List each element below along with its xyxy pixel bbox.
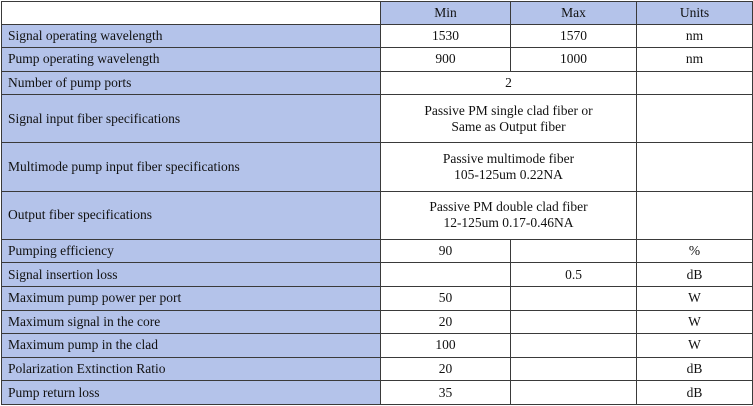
row-label: Signal insertion loss (2, 263, 381, 287)
row-max (511, 357, 637, 381)
row-max (511, 381, 637, 405)
table-row (2, 334, 753, 358)
row-max: 0.5 (511, 263, 637, 287)
row-max (511, 287, 637, 311)
row-units: % (637, 239, 753, 263)
header-blank-cell (2, 2, 381, 25)
row-min: 50 (381, 287, 511, 311)
row-value: 2 (381, 71, 637, 95)
row-label: Pump operating wavelength (2, 48, 381, 72)
row-units: dB (637, 357, 753, 381)
row-max: 1570 (511, 24, 637, 48)
table-row (2, 48, 753, 72)
row-min: 90 (381, 239, 511, 263)
row-label: Polarization Extinction Ratio (2, 357, 381, 381)
table-row (2, 310, 753, 334)
row-label: Maximum pump power per port (2, 287, 381, 311)
row-label: Signal operating wavelength (2, 24, 381, 48)
specifications-table (1, 1, 753, 405)
row-max (511, 334, 637, 358)
row-units (637, 71, 753, 95)
row-units (637, 191, 753, 239)
header-row (2, 2, 753, 25)
row-units: dB (637, 381, 753, 405)
row-units: W (637, 334, 753, 358)
row-value-line2: Same as Output fiber (451, 118, 566, 134)
row-min: 900 (381, 48, 511, 72)
row-units (637, 95, 753, 143)
row-min (381, 263, 511, 287)
table-row (2, 143, 753, 191)
row-min: 100 (381, 334, 511, 358)
row-value (381, 95, 637, 143)
table-row (2, 191, 753, 239)
row-label: Pumping efficiency (2, 239, 381, 263)
header-max: Max (511, 2, 637, 25)
row-label: Output fiber specifications (2, 191, 381, 239)
row-value-line1: Passive PM single clad fiber or (424, 102, 593, 118)
row-units: W (637, 287, 753, 311)
row-units (637, 143, 753, 191)
row-value-line1: Passive PM double clad fiber (429, 199, 588, 215)
row-max: 1000 (511, 48, 637, 72)
row-units: W (637, 310, 753, 334)
row-label: Multimode pump input fiber specifications (2, 143, 381, 191)
row-label: Signal input fiber specifications (2, 95, 381, 143)
row-units: nm (637, 48, 753, 72)
row-label: Maximum pump in the clad (2, 334, 381, 358)
header-min: Min (381, 2, 511, 25)
row-value-line2: 105-125um 0.22NA (454, 167, 563, 183)
row-label: Pump return loss (2, 381, 381, 405)
table-row (2, 239, 753, 263)
row-max (511, 239, 637, 263)
table-row (2, 71, 753, 95)
row-value (381, 191, 637, 239)
row-units: dB (637, 263, 753, 287)
table-row (2, 381, 753, 405)
row-min: 20 (381, 357, 511, 381)
row-label: Maximum signal in the core (2, 310, 381, 334)
row-value-line2: 12-125um 0.17-0.46NA (443, 215, 574, 231)
row-units: nm (637, 24, 753, 48)
row-value (381, 143, 637, 191)
header-units: Units (637, 2, 753, 25)
row-value-line1: Passive multimode fiber (442, 151, 575, 167)
row-label: Number of pump ports (2, 71, 381, 95)
row-max (511, 310, 637, 334)
row-min: 20 (381, 310, 511, 334)
row-min: 1530 (381, 24, 511, 48)
table-row (2, 263, 753, 287)
table-row (2, 357, 753, 381)
table-row (2, 287, 753, 311)
table-row (2, 95, 753, 143)
row-min: 35 (381, 381, 511, 405)
table-row (2, 24, 753, 48)
